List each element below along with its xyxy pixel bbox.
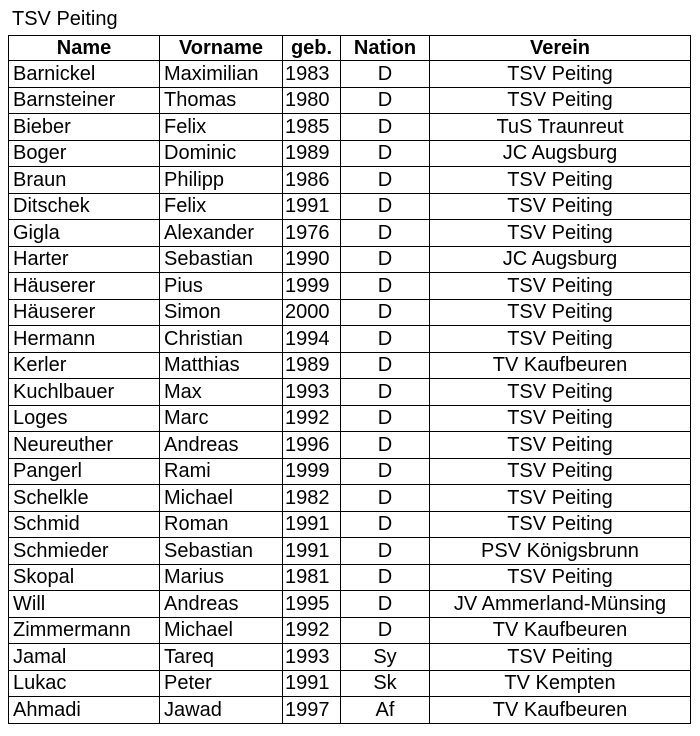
cell-geb: 1991	[283, 511, 341, 538]
cell-vorname: Felix	[160, 114, 283, 141]
cell-vorname: Jawad	[160, 697, 283, 724]
column-header-verein: Verein	[430, 36, 691, 61]
cell-nation: D	[341, 246, 430, 273]
cell-name: Zimmermann	[9, 617, 160, 644]
cell-verein: TSV Peiting	[430, 220, 691, 247]
cell-name: Schelkle	[9, 485, 160, 512]
cell-name: Neureuther	[9, 432, 160, 459]
table-row	[9, 485, 691, 512]
table-row	[9, 697, 691, 724]
cell-geb: 1989	[283, 140, 341, 167]
table-row	[9, 326, 691, 353]
cell-nation: D	[341, 114, 430, 141]
cell-verein: JV Ammerland-Münsing	[430, 591, 691, 618]
cell-verein: TV Kaufbeuren	[430, 697, 691, 724]
cell-nation: D	[341, 273, 430, 300]
cell-geb: 1992	[283, 617, 341, 644]
cell-geb: 1980	[283, 87, 341, 114]
table-row	[9, 458, 691, 485]
cell-verein: TSV Peiting	[430, 167, 691, 194]
table-row	[9, 140, 691, 167]
cell-verein: TuS Traunreut	[430, 114, 691, 141]
table-row	[9, 591, 691, 618]
cell-geb: 1985	[283, 114, 341, 141]
cell-vorname: Roman	[160, 511, 283, 538]
column-header-nation: Nation	[341, 36, 430, 61]
cell-geb: 1993	[283, 379, 341, 406]
table-row	[9, 193, 691, 220]
cell-name: Loges	[9, 405, 160, 432]
cell-vorname: Michael	[160, 485, 283, 512]
cell-geb: 1982	[283, 485, 341, 512]
cell-name: Jamal	[9, 644, 160, 671]
cell-name: Gigla	[9, 220, 160, 247]
cell-name: Barnsteiner	[9, 87, 160, 114]
cell-verein: TSV Peiting	[430, 61, 691, 88]
cell-verein: TSV Peiting	[430, 564, 691, 591]
cell-geb: 1989	[283, 352, 341, 379]
cell-vorname: Dominic	[160, 140, 283, 167]
table-row	[9, 220, 691, 247]
cell-verein: TSV Peiting	[430, 432, 691, 459]
cell-verein: TSV Peiting	[430, 87, 691, 114]
cell-verein: TSV Peiting	[430, 405, 691, 432]
cell-vorname: Philipp	[160, 167, 283, 194]
cell-name: Schmieder	[9, 538, 160, 565]
table-row	[9, 114, 691, 141]
roster-table	[8, 35, 691, 724]
cell-verein: TV Kempten	[430, 670, 691, 697]
cell-name: Bieber	[9, 114, 160, 141]
table-row	[9, 246, 691, 273]
cell-geb: 1999	[283, 273, 341, 300]
cell-name: Pangerl	[9, 458, 160, 485]
table-row	[9, 644, 691, 671]
cell-name: Häuserer	[9, 273, 160, 300]
cell-geb: 1991	[283, 670, 341, 697]
cell-vorname: Peter	[160, 670, 283, 697]
table-row	[9, 167, 691, 194]
cell-nation: D	[341, 379, 430, 406]
cell-geb: 1996	[283, 432, 341, 459]
cell-vorname: Sebastian	[160, 538, 283, 565]
table-row	[9, 432, 691, 459]
cell-name: Lukac	[9, 670, 160, 697]
cell-name: Skopal	[9, 564, 160, 591]
cell-nation: Sy	[341, 644, 430, 671]
cell-nation: D	[341, 564, 430, 591]
table-row	[9, 87, 691, 114]
cell-nation: D	[341, 167, 430, 194]
cell-vorname: Tareq	[160, 644, 283, 671]
cell-verein: TSV Peiting	[430, 458, 691, 485]
cell-verein: TSV Peiting	[430, 511, 691, 538]
column-header-name: Name	[9, 36, 160, 61]
cell-nation: D	[341, 87, 430, 114]
cell-nation: D	[341, 485, 430, 512]
cell-geb: 1999	[283, 458, 341, 485]
table-header-row	[9, 36, 691, 61]
table-row	[9, 352, 691, 379]
cell-nation: D	[341, 538, 430, 565]
cell-vorname: Marius	[160, 564, 283, 591]
cell-nation: D	[341, 352, 430, 379]
cell-name: Schmid	[9, 511, 160, 538]
cell-geb: 1981	[283, 564, 341, 591]
cell-name: Hermann	[9, 326, 160, 353]
cell-nation: D	[341, 591, 430, 618]
cell-nation: Sk	[341, 670, 430, 697]
cell-vorname: Christian	[160, 326, 283, 353]
table-row	[9, 617, 691, 644]
cell-vorname: Andreas	[160, 432, 283, 459]
cell-name: Kerler	[9, 352, 160, 379]
cell-nation: D	[341, 140, 430, 167]
cell-name: Braun	[9, 167, 160, 194]
cell-verein: TSV Peiting	[430, 485, 691, 512]
cell-verein: TSV Peiting	[430, 326, 691, 353]
cell-vorname: Sebastian	[160, 246, 283, 273]
cell-name: Harter	[9, 246, 160, 273]
cell-geb: 2000	[283, 299, 341, 326]
cell-nation: D	[341, 405, 430, 432]
cell-geb: 1991	[283, 538, 341, 565]
cell-geb: 1994	[283, 326, 341, 353]
cell-vorname: Pius	[160, 273, 283, 300]
cell-name: Barnickel	[9, 61, 160, 88]
cell-verein: JC Augsburg	[430, 140, 691, 167]
cell-vorname: Alexander	[160, 220, 283, 247]
table-row	[9, 299, 691, 326]
cell-vorname: Thomas	[160, 87, 283, 114]
cell-nation: D	[341, 326, 430, 353]
cell-vorname: Matthias	[160, 352, 283, 379]
cell-vorname: Max	[160, 379, 283, 406]
cell-vorname: Michael	[160, 617, 283, 644]
cell-name: Will	[9, 591, 160, 618]
cell-geb: 1991	[283, 193, 341, 220]
cell-nation: D	[341, 193, 430, 220]
cell-nation: Af	[341, 697, 430, 724]
cell-verein: JC Augsburg	[430, 246, 691, 273]
cell-geb: 1986	[283, 167, 341, 194]
cell-geb: 1983	[283, 61, 341, 88]
cell-nation: D	[341, 458, 430, 485]
cell-verein: PSV Königsbrunn	[430, 538, 691, 565]
cell-nation: D	[341, 299, 430, 326]
cell-nation: D	[341, 432, 430, 459]
cell-geb: 1990	[283, 246, 341, 273]
table-row	[9, 61, 691, 88]
cell-verein: TSV Peiting	[430, 644, 691, 671]
table-row	[9, 511, 691, 538]
table-row	[9, 564, 691, 591]
table-row	[9, 273, 691, 300]
cell-vorname: Andreas	[160, 591, 283, 618]
cell-geb: 1993	[283, 644, 341, 671]
cell-verein: TV Kaufbeuren	[430, 352, 691, 379]
cell-verein: TSV Peiting	[430, 379, 691, 406]
table-row	[9, 670, 691, 697]
cell-geb: 1976	[283, 220, 341, 247]
page-title: TSV Peiting	[12, 8, 118, 30]
table-row	[9, 379, 691, 406]
cell-name: Kuchlbauer	[9, 379, 160, 406]
cell-nation: D	[341, 511, 430, 538]
cell-nation: D	[341, 617, 430, 644]
cell-name: Boger	[9, 140, 160, 167]
cell-verein: TV Kaufbeuren	[430, 617, 691, 644]
cell-vorname: Simon	[160, 299, 283, 326]
column-header-geb: geb.	[283, 36, 341, 61]
cell-name: Häuserer	[9, 299, 160, 326]
cell-nation: D	[341, 220, 430, 247]
cell-name: Ahmadi	[9, 697, 160, 724]
table-row	[9, 405, 691, 432]
cell-geb: 1992	[283, 405, 341, 432]
cell-vorname: Felix	[160, 193, 283, 220]
cell-name: Ditschek	[9, 193, 160, 220]
cell-vorname: Maximilian	[160, 61, 283, 88]
table-row	[9, 538, 691, 565]
cell-verein: TSV Peiting	[430, 299, 691, 326]
cell-geb: 1997	[283, 697, 341, 724]
cell-geb: 1995	[283, 591, 341, 618]
table-body	[9, 61, 691, 724]
cell-verein: TSV Peiting	[430, 273, 691, 300]
column-header-vorname: Vorname	[160, 36, 283, 61]
cell-vorname: Marc	[160, 405, 283, 432]
cell-verein: TSV Peiting	[430, 193, 691, 220]
cell-nation: D	[341, 61, 430, 88]
cell-vorname: Rami	[160, 458, 283, 485]
